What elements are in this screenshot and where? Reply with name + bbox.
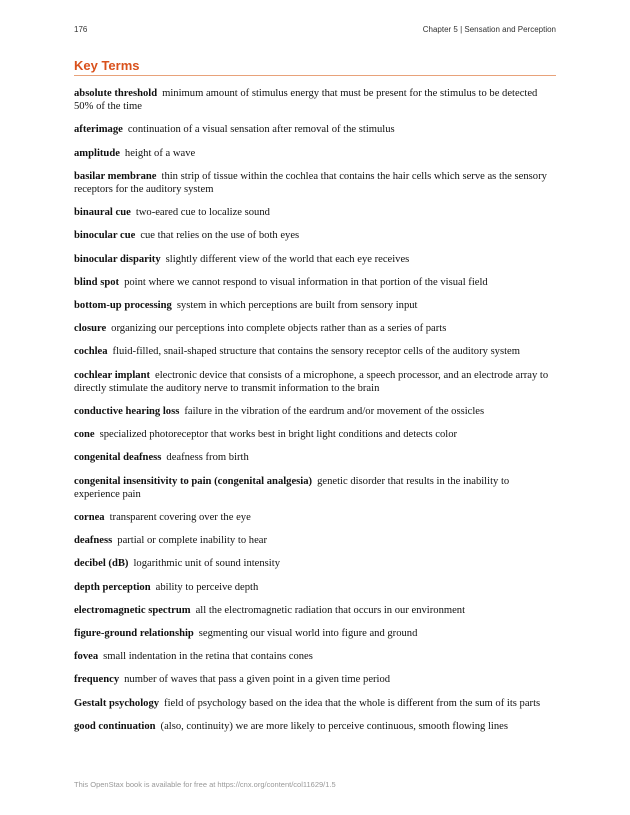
term-definition: minimum amount of stimulus energy that must be present for the stimulus to be detected 50% of the time xyxy=(74,88,538,113)
glossary-entry xyxy=(74,720,556,733)
term-definition: thin strip of tissue within the cochlea that contains the hair cells which serve as the sensory receptors for the auditory system xyxy=(74,170,547,196)
chapter-header: Chapter 5 | Sensation and Perception xyxy=(422,25,556,34)
term-word: electromagnetic spectrum xyxy=(74,604,191,616)
page-footer: This OpenStax book is available for free at https://cnx.org/content/col11629/1.5 xyxy=(74,780,336,789)
term-definition: number of waves that pass a given point in a given time period xyxy=(124,674,391,686)
term-word: good continuation xyxy=(74,720,156,732)
term-definition: genetic disorder that results in the inability to experience pain xyxy=(74,475,510,500)
glossary-entry xyxy=(74,604,556,617)
term-definition: failure in the vibration of the eardrum and/or movement of the ossicles xyxy=(184,406,485,418)
term-word: figure-ground relationship xyxy=(74,628,194,640)
page-number: 176 xyxy=(74,25,88,34)
glossary-entry xyxy=(74,475,556,501)
term-word: cone xyxy=(74,429,95,441)
term-word: depth perception xyxy=(74,581,151,593)
glossary-entry xyxy=(74,369,556,395)
term-word: binocular disparity xyxy=(74,253,161,265)
glossary-entry xyxy=(74,673,556,686)
term-word: fovea xyxy=(74,651,99,663)
term-definition: point where we cannot respond to visual information in that portion of the visual field xyxy=(124,276,488,288)
term-definition: field of psychology based on the idea that the whole is different from the sum of its parts xyxy=(164,697,541,709)
term-word: congenital insensitivity to pain (congenital analgesia) xyxy=(74,475,313,487)
term-definition: slightly different view of the world that each eye receives xyxy=(165,253,410,265)
glossary-entry xyxy=(74,511,556,524)
term-definition: two-eared cue to localize sound xyxy=(135,207,270,219)
glossary-entry xyxy=(74,345,556,358)
term-definition: continuation of a visual sensation after removal of the stimulus xyxy=(127,124,395,136)
glossary-entry xyxy=(74,229,556,242)
glossary-entry xyxy=(74,697,556,710)
glossary-entry xyxy=(74,451,556,464)
glossary-entry xyxy=(74,147,556,160)
term-word: cochlear implant xyxy=(74,369,151,381)
term-definition: ability to perceive depth xyxy=(155,581,259,593)
glossary-entry xyxy=(74,87,556,113)
key-terms-list xyxy=(74,87,556,743)
term-word: congenital deafness xyxy=(74,452,162,464)
term-word: absolute threshold xyxy=(74,88,158,99)
term-word: bottom-up processing xyxy=(74,300,172,312)
glossary-entry xyxy=(74,322,556,335)
term-definition: electronic device that consists of a microphone, a speech processor, and an electrode array to directly stimulate the auditory nerve to transmit information to the brain xyxy=(74,369,549,394)
term-word: cochlea xyxy=(74,346,108,358)
term-word: deafness xyxy=(74,535,113,547)
term-definition: segmenting our visual world into figure and ground xyxy=(198,628,418,640)
term-definition: logarithmic unit of sound intensity xyxy=(133,558,280,570)
term-word: cornea xyxy=(74,512,105,524)
glossary-entry xyxy=(74,627,556,640)
term-word: closure xyxy=(74,323,107,335)
glossary-entry xyxy=(74,253,556,266)
glossary-entry xyxy=(74,534,556,547)
term-word: amplitude xyxy=(74,147,120,159)
term-definition: cue that relies on the use of both eyes xyxy=(140,230,300,242)
term-word: decibel (dB) xyxy=(74,558,129,570)
term-definition: all the electromagnetic radiation that occurs in our environment xyxy=(195,604,466,616)
glossary-entry xyxy=(74,206,556,219)
glossary-entry xyxy=(74,405,556,418)
glossary-entry xyxy=(74,581,556,594)
glossary-entry xyxy=(74,428,556,441)
term-definition: deafness from birth xyxy=(166,452,249,464)
term-definition: small indentation in the retina that contains cones xyxy=(103,651,313,663)
glossary-entry xyxy=(74,557,556,570)
glossary-entry xyxy=(74,299,556,312)
glossary-entry xyxy=(74,276,556,289)
term-definition: fluid-filled, snail-shaped structure that contains the sensory receptor cells of the auditory system xyxy=(112,346,520,358)
term-word: blind spot xyxy=(74,276,120,288)
term-definition: organizing our perceptions into complete objects rather than as a series of parts xyxy=(111,323,447,335)
section-title: Key Terms xyxy=(74,58,556,76)
term-definition: system in which perceptions are built from sensory input xyxy=(176,300,418,312)
term-word: afterimage xyxy=(74,124,123,136)
term-definition: specialized photoreceptor that works best in bright light conditions and detects color xyxy=(99,429,458,441)
term-definition: partial or complete inability to hear xyxy=(117,535,267,547)
term-word: binaural cue xyxy=(74,207,131,219)
glossary-entry xyxy=(74,123,556,136)
term-word: basilar membrane xyxy=(74,170,157,182)
term-word: binocular cue xyxy=(74,230,136,242)
glossary-entry xyxy=(74,170,556,196)
term-definition: transparent covering over the eye xyxy=(109,512,251,524)
glossary-entry xyxy=(74,650,556,663)
term-word: conductive hearing loss xyxy=(74,406,180,418)
term-word: frequency xyxy=(74,674,120,686)
term-definition: (also, continuity) we are more likely to perceive continuous, smooth flowing lines xyxy=(160,720,508,732)
term-definition: height of a wave xyxy=(124,147,196,159)
term-word: Gestalt psychology xyxy=(74,697,160,709)
